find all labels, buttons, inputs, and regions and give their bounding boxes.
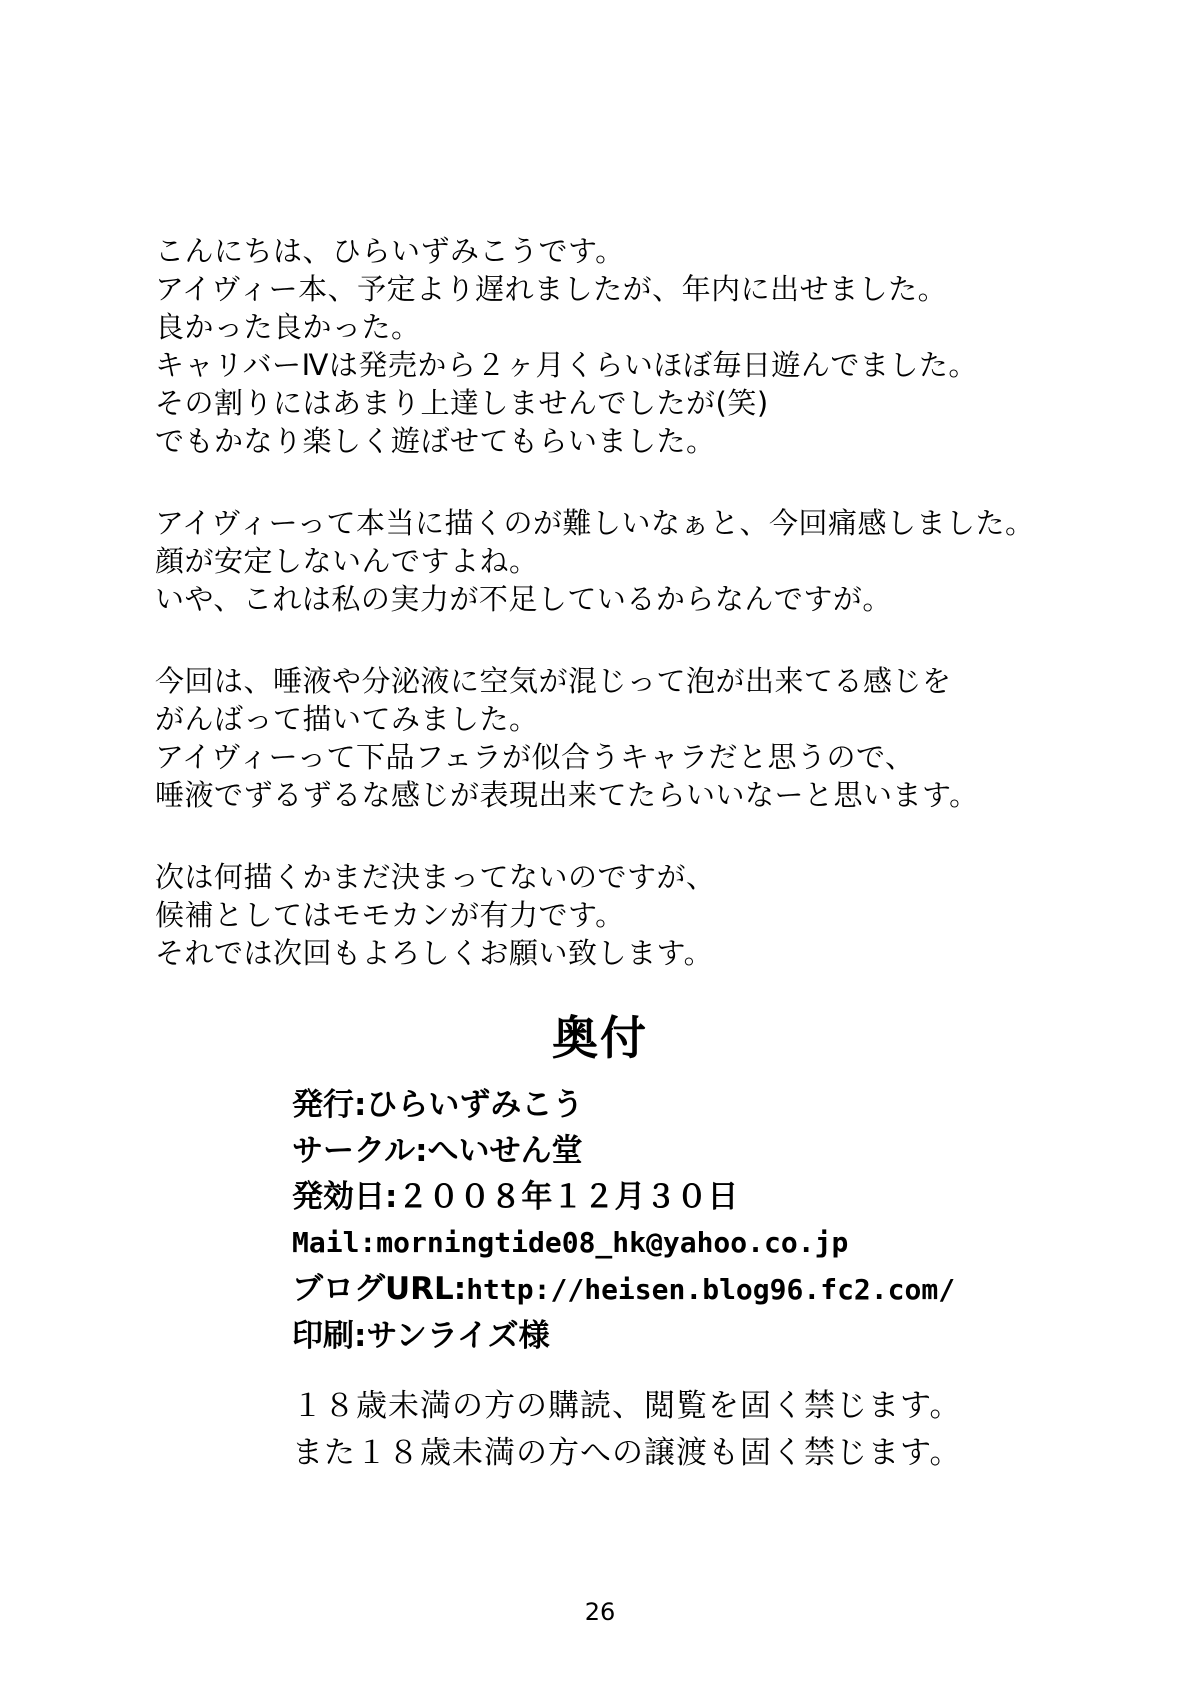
afterword-line: でもかなり楽しく遊ばせてもらいました。	[155, 424, 716, 458]
afterword-line: 唾液でずるずるな感じが表現出来てたらいいなーと思います。	[155, 778, 979, 812]
afterword-line: 顔が安定しないんですよね。	[155, 544, 539, 578]
afterword-line: キャリバーⅣは発売から２ヶ月くらいほぼ毎日遊んでました。	[155, 348, 978, 382]
afterword-line: 良かった良かった。	[155, 310, 421, 344]
afterword-line: アイヴィーって下品フェラが似合うキャラだと思うので、	[155, 740, 915, 774]
afterword-line: いや、これは私の実力が不足しているからなんですが。	[155, 582, 892, 616]
colophon	[292, 1082, 1152, 1359]
afterword-line: がんばって描いてみました。	[155, 702, 539, 736]
afterword-paragraph	[155, 504, 1155, 618]
age-restriction-notice	[292, 1383, 1172, 1477]
colophon-circle: サークル:へいせん堂	[292, 1133, 583, 1169]
colophon-blog	[292, 1266, 1152, 1313]
afterword-line: アイヴィー本、予定より遅れましたが、年内に出せました。	[155, 272, 948, 306]
notice-line: １８歳未満の方の購読、閲覧を固く禁じます。	[292, 1388, 962, 1424]
afterword-line: アイヴィーって本当に描くのが難しいなぁと、今回痛感しました。	[155, 506, 1035, 540]
colophon-blog-label: ブログURL:	[292, 1271, 467, 1307]
notice-line: また１８歳未満の方への譲渡も固く禁じます。	[292, 1435, 962, 1471]
colophon-blog-url: http://heisen.blog96.fc2.com/	[466, 1273, 956, 1306]
afterword-paragraph	[155, 232, 1155, 460]
colophon-date: 発効日:２００８年１２月３０日	[292, 1179, 739, 1215]
afterword-text	[155, 232, 1155, 1016]
colophon-title: 奥付	[552, 1011, 648, 1065]
afterword-paragraph	[155, 858, 1155, 972]
afterword-line: その割りにはあまり上達しませんでしたが(笑)	[155, 386, 769, 420]
afterword-line: こんにちは、ひらいずみこうです。	[155, 234, 625, 268]
afterword-line: それでは次回もよろしくお願い致します。	[155, 936, 714, 970]
afterword-line: 候補としてはモモカンが有力です。	[155, 898, 625, 932]
afterword-line: 今回は、唾液や分泌液に空気が混じって泡が出来てる感じを	[155, 664, 952, 698]
colophon-publisher: 発行:ひらいずみこう	[292, 1087, 584, 1123]
colophon-printer: 印刷:サンライズ様	[292, 1318, 550, 1354]
afterword-paragraph	[155, 662, 1155, 814]
afterword-line: 次は何描くかまだ決まってないのですが、	[155, 860, 716, 894]
colophon-mail: Mail:morningtide08_hk@yahoo.co.jp	[292, 1226, 849, 1259]
page-number: 26	[584, 1598, 616, 1626]
